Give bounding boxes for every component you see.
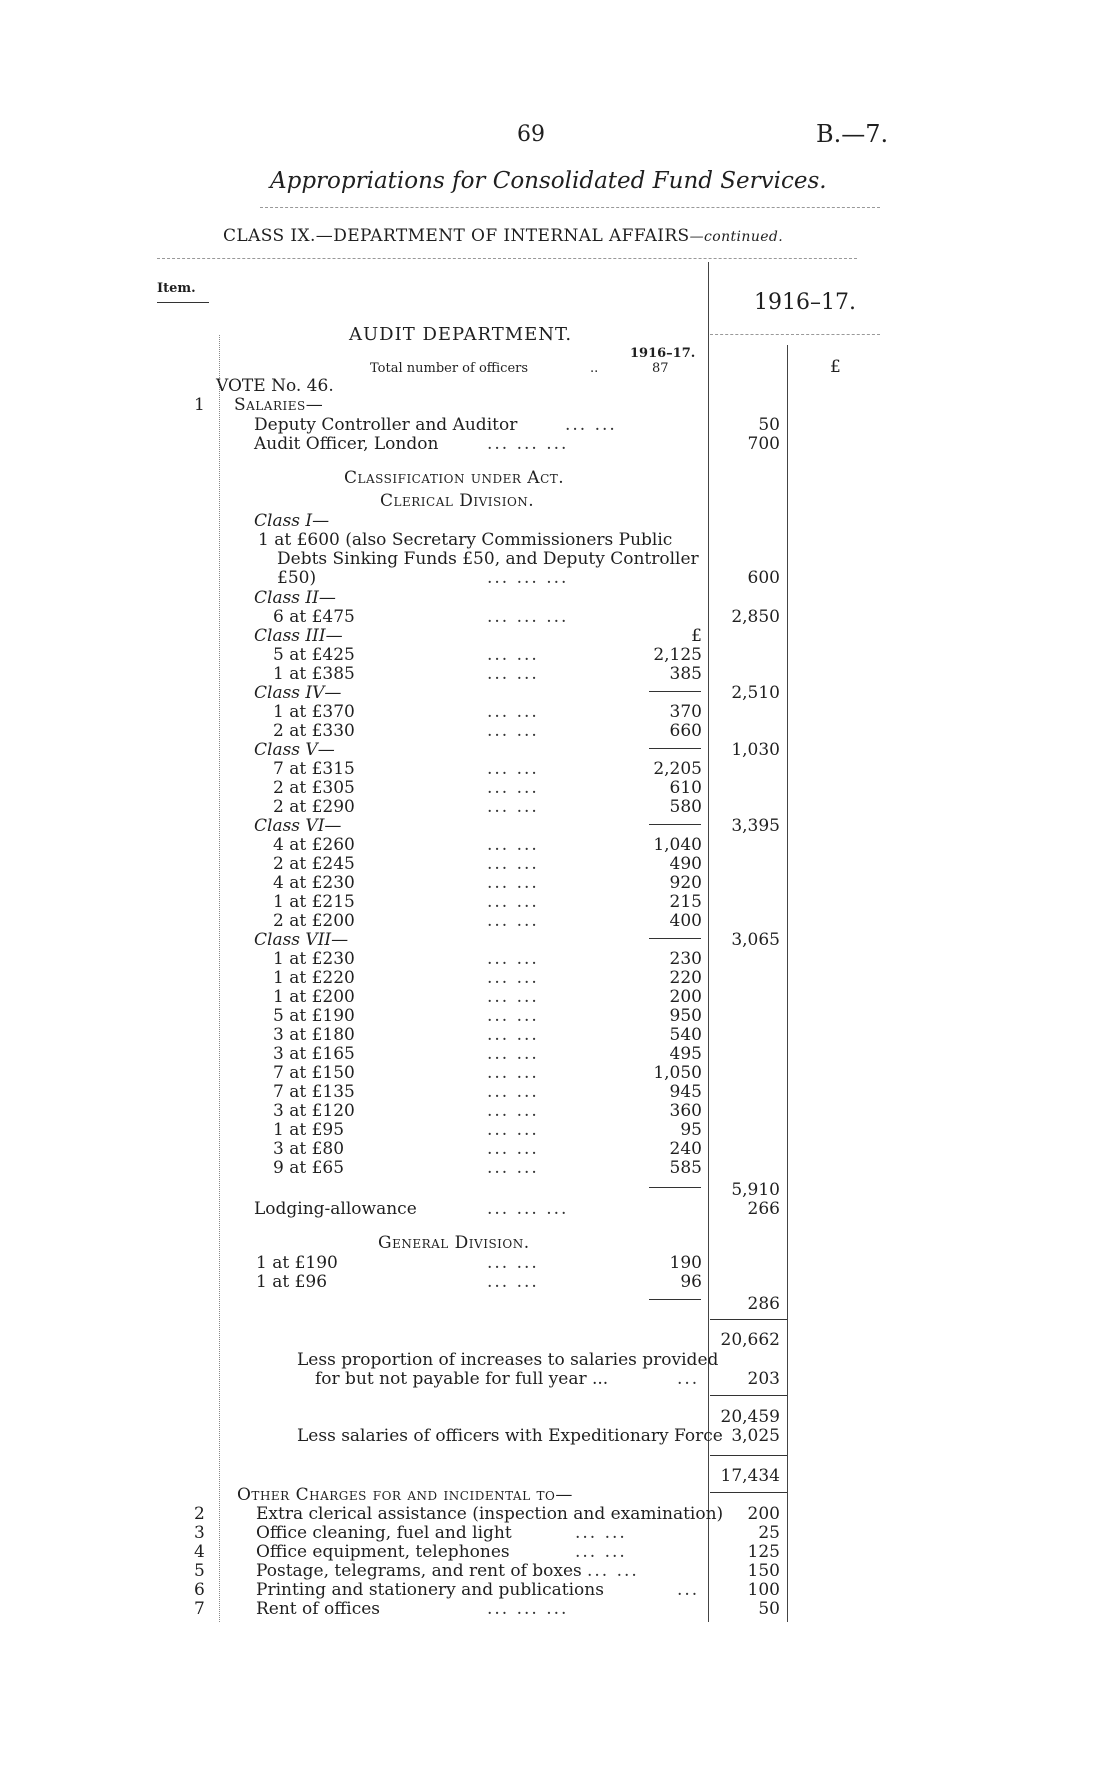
lodging-amount: 266 — [747, 1199, 780, 1219]
leader-dots: ... ... ... — [487, 568, 569, 588]
item-number: 4 — [194, 1542, 205, 1562]
class-row-amount: 240 — [669, 1139, 702, 1159]
class1-line: Debts Sinking Funds £50, and Deputy Controller — [277, 549, 699, 569]
leader-dots: ... ... — [487, 1139, 539, 1159]
leader-dots: ... ... — [487, 911, 539, 931]
class1-line: £50) — [277, 568, 317, 588]
officers-dots: .. — [590, 361, 599, 376]
class-label: Class III— — [254, 626, 343, 646]
class-row-amount: 920 — [669, 873, 702, 893]
leader-dots: ... ... — [487, 892, 539, 912]
leader-dots: ... ... — [487, 949, 539, 969]
less-expeditionary-label: Less salaries of officers with Expeditionary Force — [297, 1426, 723, 1446]
sum-rule — [649, 1299, 701, 1300]
charge-amount: 125 — [747, 1542, 780, 1562]
item-number: 6 — [194, 1580, 205, 1600]
total-rule — [710, 1492, 787, 1493]
class-row-label: 9 at £65 — [273, 1158, 345, 1178]
subtotal-amount: 20,662 — [720, 1330, 780, 1350]
class-row-label: 7 at £150 — [273, 1063, 355, 1083]
class-row-amount: 540 — [669, 1025, 702, 1045]
subtotal-amount: 20,459 — [720, 1407, 780, 1427]
leader-dots: ... ... — [575, 1542, 627, 1562]
class-row-label: 2 at £200 — [273, 911, 355, 931]
less-proportion-line: Less proportion of increases to salaries provided — [297, 1350, 719, 1370]
salaries-heading: Salaries— — [234, 395, 324, 415]
leader-dots: ... ... — [487, 854, 539, 874]
clerical-division-heading: Clerical Division. — [380, 491, 535, 511]
class-row-label: 3 at £180 — [273, 1025, 355, 1045]
leader-dots: ... ... — [487, 759, 539, 779]
class-row-label: 3 at £165 — [273, 1044, 355, 1064]
leader-dots: ... ... — [487, 1272, 539, 1292]
officers-label: Total number of officers — [370, 361, 529, 376]
class-total: 2,510 — [731, 683, 780, 703]
class-row-label: 7 at £135 — [273, 1082, 355, 1102]
class-total: 5,910 — [731, 1180, 780, 1200]
leader-dots: ... ... — [487, 1006, 539, 1026]
leader-dots: ... ... — [487, 873, 539, 893]
item-number: 1 — [194, 395, 205, 415]
class-row-amount: 1,040 — [653, 835, 702, 855]
leader-dots: ... ... — [487, 987, 539, 1007]
leader-dots: ... ... — [487, 797, 539, 817]
class-row-label: 1 at £370 — [273, 702, 355, 722]
general-division-heading: General Division. — [378, 1233, 530, 1253]
less-expeditionary-amount: 3,025 — [731, 1426, 780, 1446]
class-row-label: 1 at £215 — [273, 892, 355, 912]
class-label: Class VII— — [254, 930, 349, 950]
class-row-label: 4 at £260 — [273, 835, 355, 855]
charge-amount: 25 — [758, 1523, 780, 1543]
item-column-divider — [219, 335, 220, 1622]
class-row-label: 5 at £190 — [273, 1006, 355, 1026]
class-total: 3,065 — [731, 930, 780, 950]
year-column-header: 1916–17. — [754, 290, 856, 315]
item-number: 2 — [194, 1504, 205, 1524]
class-row-amount: 360 — [669, 1101, 702, 1121]
less-proportion-amount: 203 — [747, 1369, 780, 1389]
header-rule — [157, 258, 857, 259]
charge-label: Office cleaning, fuel and light — [256, 1523, 512, 1543]
sum-rule — [649, 748, 701, 749]
item-header-rule — [157, 302, 209, 303]
class-row-label: 7 at £315 — [273, 759, 355, 779]
leader-dots: ... ... ... — [487, 1199, 569, 1219]
class-row-amount: 610 — [669, 778, 702, 798]
leader-dots: ... — [677, 1580, 700, 1600]
class-row-amount: 1,050 — [653, 1063, 702, 1083]
class-row-label: 2 at £290 — [273, 797, 355, 817]
class-row-label: 1 at £190 — [256, 1253, 338, 1273]
charge-amount: 200 — [747, 1504, 780, 1524]
class-row-amount: 230 — [669, 949, 702, 969]
salary-row-amount: 700 — [747, 434, 780, 454]
leader-dots: ... ... — [575, 1523, 627, 1543]
class-label: Class II— — [254, 588, 336, 608]
item-number: 5 — [194, 1561, 205, 1581]
leader-dots: ... ... — [487, 664, 539, 684]
net-total-amount: 17,434 — [720, 1466, 780, 1486]
class-label: Class IV— — [254, 683, 342, 703]
leader-dots: ... ... — [487, 1025, 539, 1045]
total-rule — [710, 1395, 787, 1396]
column-pound-sign: £ — [691, 626, 702, 646]
class-total: 286 — [747, 1294, 780, 1314]
class-row-amount: 495 — [669, 1044, 702, 1064]
item-number: 7 — [194, 1599, 205, 1619]
less-proportion-line: for but not payable for full year ... — [315, 1369, 609, 1389]
leader-dots: ... ... — [587, 1561, 639, 1581]
class-line — [223, 226, 783, 246]
class-row-amount: 2,125 — [653, 645, 702, 665]
sum-rule — [649, 691, 701, 692]
class-label: Class V— — [254, 740, 335, 760]
leader-dots: ... ... — [487, 968, 539, 988]
class-row-amount: 200 — [669, 987, 702, 1007]
salary-row-amount: 50 — [758, 415, 780, 435]
sum-rule — [649, 1187, 701, 1188]
salary-row-label: Audit Officer, London — [254, 434, 439, 454]
class-row-label: 4 at £230 — [273, 873, 355, 893]
leader-dots: ... ... — [487, 721, 539, 741]
charge-amount: 150 — [747, 1561, 780, 1581]
class-row-amount: 96 — [680, 1272, 702, 1292]
leader-dots: ... ... — [487, 1101, 539, 1121]
department-name: AUDIT DEPARTMENT. — [349, 324, 573, 345]
class-row-label: 2 at £330 — [273, 721, 355, 741]
class-label: Class I— — [254, 511, 330, 531]
document-reference: B.—7. — [816, 120, 889, 148]
class-row-label: 3 at £120 — [273, 1101, 355, 1121]
year-header-rule — [710, 334, 880, 335]
class-label: Class VI— — [254, 816, 342, 836]
class-total: 3,395 — [731, 816, 780, 836]
leader-dots: ... ... — [487, 1082, 539, 1102]
leader-dots: ... ... — [487, 702, 539, 722]
lodging-label: Lodging-allowance — [254, 1199, 417, 1219]
salary-row-label: Deputy Controller and Auditor — [254, 415, 518, 435]
class-row-amount: 220 — [669, 968, 702, 988]
leader-dots: ... ... — [487, 1063, 539, 1083]
class-total: 2,850 — [731, 607, 780, 627]
column-divider-amount — [708, 262, 709, 1622]
class-row-label: 2 at £305 — [273, 778, 355, 798]
continued-text: —continued. — [689, 229, 784, 245]
charge-label: Extra clerical assistance (inspection and examination) — [256, 1504, 724, 1524]
leader-dots: ... — [677, 1369, 700, 1389]
total-rule — [710, 1455, 787, 1456]
title-rule — [260, 207, 880, 208]
pound-sign: £ — [830, 357, 841, 377]
vote-number: VOTE No. 46. — [216, 376, 334, 396]
charge-label: Printing and stationery and publications — [256, 1580, 604, 1600]
class-row-amount: 95 — [680, 1120, 702, 1140]
class-row-amount: 370 — [669, 702, 702, 722]
class-row-label: 1 at £95 — [273, 1120, 345, 1140]
leader-dots: ... ... — [487, 1044, 539, 1064]
charge-label: Rent of offices — [256, 1599, 381, 1619]
class-row-label: 5 at £425 — [273, 645, 355, 665]
class-total: 1,030 — [731, 740, 780, 760]
class-row-label: 1 at £220 — [273, 968, 355, 988]
page-title: Appropriations for Consolidated Fund Services. — [270, 168, 827, 194]
class-row-amount: 585 — [669, 1158, 702, 1178]
item-number: 3 — [194, 1523, 205, 1543]
leader-dots: ... ... — [487, 1253, 539, 1273]
class-row-amount: 490 — [669, 854, 702, 874]
sum-rule — [649, 824, 701, 825]
class-line-text: CLASS IX.—DEPARTMENT OF INTERNAL AFFAIRS — [223, 226, 690, 246]
leader-dots: ... ... — [565, 415, 617, 435]
class-row-label: 1 at £230 — [273, 949, 355, 969]
leader-dots: ... ... — [487, 1120, 539, 1140]
officers-year: 1916–17. — [630, 346, 696, 361]
total-rule — [710, 1319, 787, 1320]
leader-dots: ... ... — [487, 835, 539, 855]
leader-dots: ... ... — [487, 645, 539, 665]
sum-rule — [649, 938, 701, 939]
class-row-amount: 950 — [669, 1006, 702, 1026]
charge-label: Office equipment, telephones — [256, 1542, 510, 1562]
class-row-amount: 400 — [669, 911, 702, 931]
class-row-label: 6 at £475 — [273, 607, 355, 627]
class-row-amount: 215 — [669, 892, 702, 912]
class-row-label: 1 at £385 — [273, 664, 355, 684]
charge-label: Postage, telegrams, and rent of boxes — [256, 1561, 582, 1581]
class-row-label: 1 at £200 — [273, 987, 355, 1007]
class1-line: 1 at £600 (also Secretary Commissioners Public — [258, 530, 673, 550]
item-column-header: Item. — [157, 281, 196, 296]
page-number: 69 — [517, 122, 545, 147]
class-row-amount: 660 — [669, 721, 702, 741]
leader-dots: ... ... — [487, 778, 539, 798]
class-row-amount: 2,205 — [653, 759, 702, 779]
class-row-amount: 385 — [669, 664, 702, 684]
leader-dots: ... ... ... — [487, 607, 569, 627]
class-row-label: 3 at £80 — [273, 1139, 345, 1159]
class-row-label: 1 at £96 — [256, 1272, 328, 1292]
classification-heading: Classification under Act. — [344, 468, 565, 488]
class-row-amount: 945 — [669, 1082, 702, 1102]
charge-amount: 100 — [747, 1580, 780, 1600]
leader-dots: ... ... — [487, 1158, 539, 1178]
column-divider-right — [787, 345, 788, 1622]
class-row-amount: 190 — [669, 1253, 702, 1273]
leader-dots: ... ... ... — [487, 434, 569, 454]
class-total: 600 — [747, 568, 780, 588]
officers-count: 87 — [652, 361, 669, 376]
charge-amount: 50 — [758, 1599, 780, 1619]
class-row-amount: 580 — [669, 797, 702, 817]
leader-dots: ... ... ... — [487, 1599, 569, 1619]
class-row-label: 2 at £245 — [273, 854, 355, 874]
other-charges-heading: Other Charges for and incidental to— — [237, 1485, 573, 1505]
